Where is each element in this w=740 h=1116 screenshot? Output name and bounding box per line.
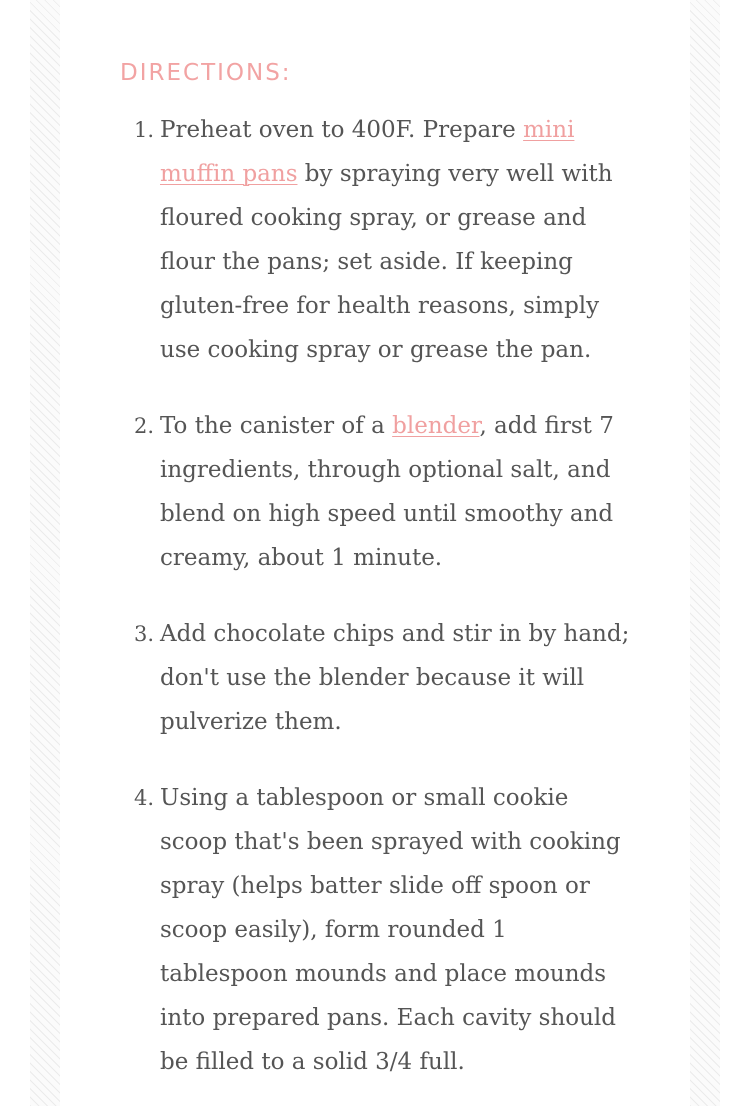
directions-list: [60, 108, 690, 1116]
direction-step: [60, 612, 640, 744]
step-text: Add chocolate chips and stir in by hand; don't use the blender because it will pulverize them.: [160, 621, 630, 735]
step-number: 3.: [133, 622, 154, 646]
directions-heading: DIRECTIONS:: [120, 60, 292, 86]
step-text: Preheat oven to 400F. Prepare: [160, 117, 524, 143]
direction-step: [60, 404, 640, 580]
left-stripe-border: [30, 0, 60, 1106]
step-text: , add first 7 ingredients, through optional salt, and blend on high speed until smoothy and creamy, about 1 minute.: [160, 413, 614, 571]
step-text: Using a tablespoon or small cookie scoop that's been sprayed with cooking spray (helps batter slide off spoon or scoop easily), form rounded 1 tablespoon mounds and place mounds into prepared pans. Each cavity should be filled to a solid 3/4 full.: [160, 785, 621, 1075]
step-number: 1.: [133, 118, 154, 142]
step-number: 2.: [133, 414, 154, 438]
direction-step: [60, 108, 640, 372]
recipe-directions-section: [60, 0, 690, 1106]
step-text: To the canister of a: [160, 413, 393, 439]
step-text: by spraying very well with floured cooking spray, or grease and flour the pans; set aside. If keeping gluten-free for health reasons, simply use cooking spray or grease the pan.: [160, 161, 613, 363]
direction-step: [60, 776, 640, 1084]
blender-link[interactable]: blender: [392, 413, 480, 439]
right-stripe-border: [690, 0, 720, 1106]
mini-muffin-pans-link[interactable]: mini muffin pans: [160, 117, 575, 187]
step-number: 4.: [133, 786, 154, 810]
